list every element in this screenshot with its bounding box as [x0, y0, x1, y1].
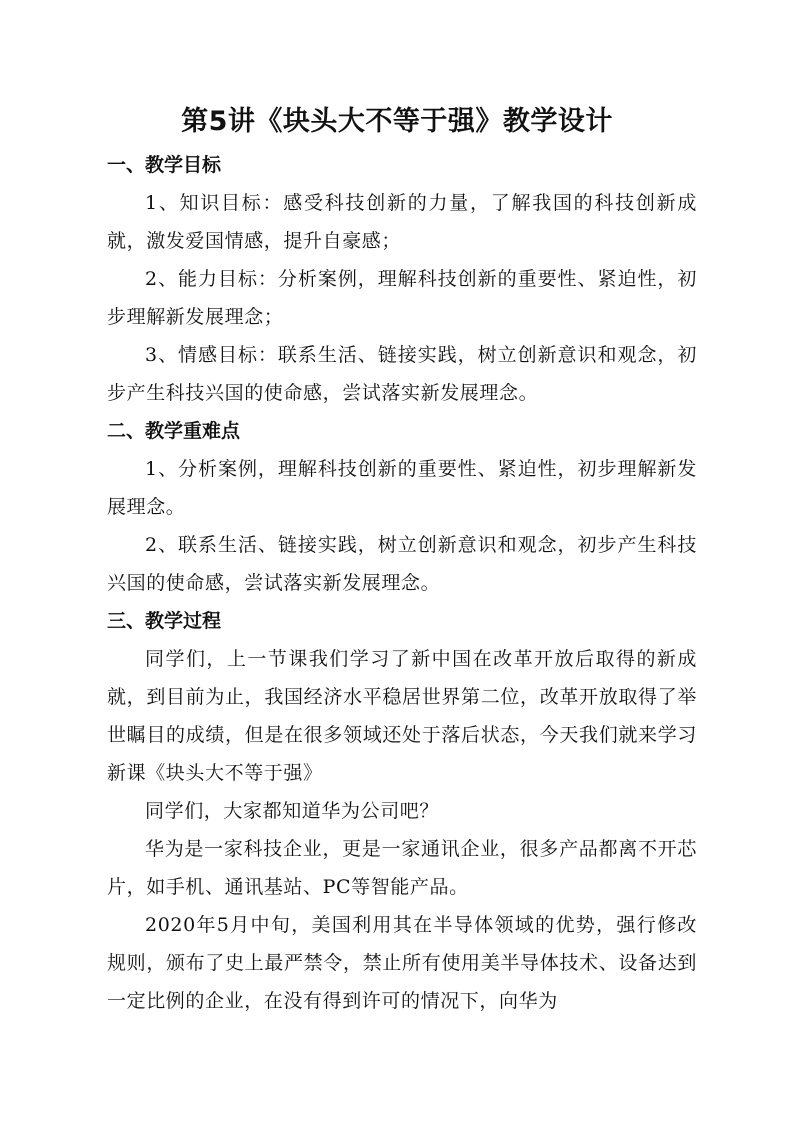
- paragraph: 1、知识目标：感受科技创新的力量，了解我国的科技创新成就，激发爱国情感，提升自豪感；: [107, 192, 697, 252]
- paragraph: 华为是一家科技企业，更是一家通讯企业，很多产品都离不开芯片，如手机、通讯基站、PC等智能产品。: [107, 838, 697, 898]
- paragraph: 同学们，上一节课我们学习了新中国在改革开放后取得的新成就，到目前为止，我国经济水平稳居世界第二位，改革开放取得了举世瞩目的成绩，但是在很多领域还处于落后状态，今天我们就来学习新课《块头大不等于强》: [107, 648, 697, 784]
- paragraph: 2、能力目标：分析案例，理解科技创新的重要性、紧迫性，初步理解新发展理念；: [107, 268, 697, 328]
- document-title: 第5讲《块头大不等于强》教学设计: [181, 106, 613, 137]
- paragraph: 2020年5月中旬，美国利用其在半导体领域的优势，强行修改规则，颁布了史上最严禁令，禁止所有使用美半导体技术、设备达到一定比例的企业，在没有得到许可的情况下，向华为: [107, 914, 697, 1012]
- paragraph: 同学们，大家都知道华为公司吧？: [145, 800, 440, 822]
- section-teaching-process: [107, 602, 697, 1020]
- section-heading: 一、教学目标: [107, 154, 222, 176]
- paragraph: 2、联系生活、链接实践，树立创新意识和观念，初步产生科技兴国的使命感，尝试落实新发展理念。: [107, 534, 697, 594]
- section-heading: 三、教学过程: [107, 610, 222, 632]
- section-heading: 二、教学重难点: [107, 420, 241, 442]
- section-key-difficulties: [107, 412, 697, 602]
- paragraph: 1、分析案例，理解科技创新的重要性、紧迫性，初步理解新发展理念。: [107, 458, 697, 518]
- section-teaching-goals: [107, 146, 697, 412]
- document-body: [107, 146, 697, 1020]
- paragraph: 3、情感目标：联系生活、链接实践，树立创新意识和观念，初步产生科技兴国的使命感，尝试落实新发展理念。: [107, 344, 697, 404]
